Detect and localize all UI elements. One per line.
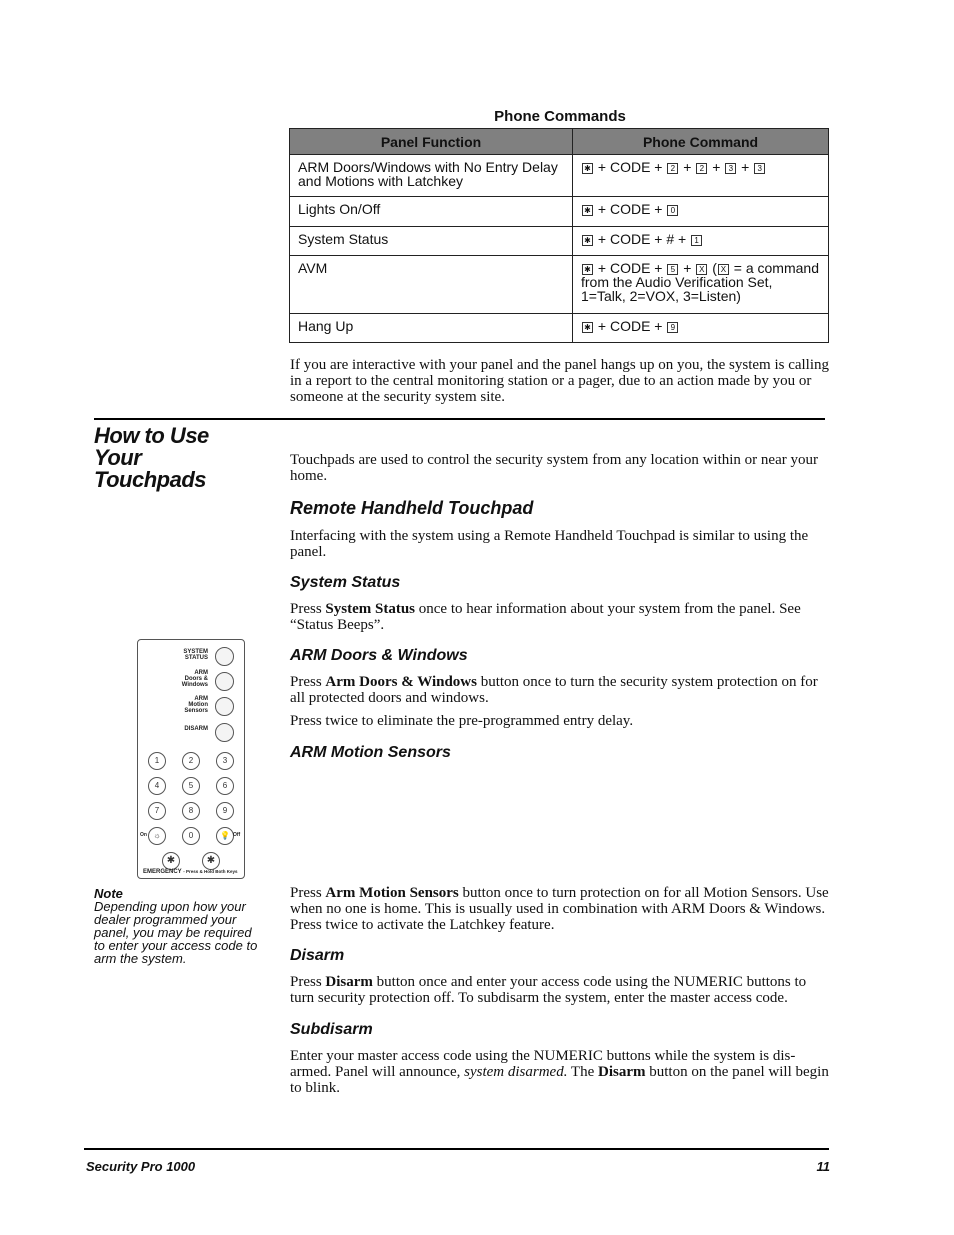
- table-row: [290, 256, 829, 314]
- footer-divider: [84, 1148, 829, 1150]
- keypad-key-icon: 3: [754, 163, 765, 174]
- heading-arm-motion: ARM Motion Sensors: [290, 744, 451, 761]
- section-title-line: How to Use: [94, 423, 209, 448]
- touchpad-system-status-button: [215, 647, 234, 666]
- section-divider: [94, 418, 825, 420]
- side-note: [94, 887, 264, 965]
- touchpad-numeric-key: 3: [216, 752, 234, 770]
- touchpad-numeric-key: 4: [148, 777, 166, 795]
- touchpad-numeric-key: 7: [148, 802, 166, 820]
- command-text: +: [679, 260, 696, 276]
- keypad-key-icon: 5: [667, 264, 678, 275]
- touchpad-numeric-key: 8: [182, 802, 200, 820]
- arm-doors-text: Press Arm Doors & Windows button once to turn the security system protection on for all protected doors and windows.: [290, 674, 818, 706]
- command-text: (: [708, 260, 717, 276]
- table-row: [290, 227, 829, 256]
- touchpad-numeric-key: 5: [182, 777, 200, 795]
- touchpad-emergency-key: ✱: [162, 852, 180, 870]
- keypad-key-icon: 1: [691, 235, 702, 246]
- command-text: + CODE + # +: [594, 231, 691, 247]
- heading-system-status: System Status: [290, 574, 401, 591]
- keypad-key-icon: 9: [667, 322, 678, 333]
- keypad-key-icon: ✱: [582, 205, 593, 216]
- touchpad-numeric-key: 9: [216, 802, 234, 820]
- touchpad-label-disarm: DISARM: [184, 726, 208, 732]
- keypad-key-icon: X: [718, 264, 729, 275]
- panel-function-cell: Hang Up: [290, 314, 573, 343]
- command-text: + CODE +: [594, 260, 667, 276]
- section-title: [94, 425, 284, 491]
- touchpad-numeric-key: ☼: [148, 827, 166, 845]
- panel-function-cell: System Status: [290, 227, 573, 256]
- column-header: Phone Command: [573, 129, 829, 155]
- hangup-note: If you are interactive with your panel and the panel hangs up on you, the system is calling in a report to the central monitoring station or a pager, due to an action made by you or someone at the security system site.: [290, 357, 830, 405]
- phone-command-cell: [573, 256, 829, 314]
- keypad-key-icon: ✱: [582, 264, 593, 275]
- section-title-line: Your: [94, 445, 142, 470]
- remote-text: Interfacing with the system using a Remote Handheld Touchpad is similar to using the panel.: [290, 528, 809, 560]
- phone-command-cell: [573, 197, 829, 227]
- phone-command-cell: [573, 155, 829, 197]
- subdisarm-text: Enter your master access code using the NUMERIC buttons while the system is dis-armed. Panel will announce, system disarmed. The Disarm button on the panel will begin to blink.: [290, 1048, 829, 1096]
- command-text: + CODE +: [594, 318, 667, 334]
- note-label: Note: [94, 886, 123, 901]
- panel-function-cell: AVM: [290, 256, 573, 314]
- keypad-key-icon: ✱: [582, 163, 593, 174]
- panel-function-cell: Lights On/Off: [290, 197, 573, 227]
- heading-subdisarm: Subdisarm: [290, 1021, 373, 1038]
- page-number: 11: [816, 1159, 830, 1174]
- phone-command-cell: [573, 314, 829, 343]
- command-text: +: [737, 159, 754, 175]
- touchpad-numeric-key: 2: [182, 752, 200, 770]
- command-text: + CODE +: [594, 159, 667, 175]
- touchpad-on-label: On: [140, 832, 147, 838]
- touchpad-numeric-key: 0: [182, 827, 200, 845]
- footer-title: Security Pro 1000: [86, 1159, 196, 1174]
- heading-disarm: Disarm: [290, 947, 345, 964]
- touchpad-disarm-button: [215, 723, 234, 742]
- keypad-key-icon: 0: [667, 205, 678, 216]
- heading-remote-touchpad: Remote Handheld Touchpad: [290, 498, 534, 518]
- touchpad-emergency-label: EMERGENCY - Press & Hold Both Keys: [143, 869, 238, 875]
- keypad-key-icon: 2: [667, 163, 678, 174]
- touchpad-arm-doors-button: [215, 672, 234, 691]
- touchpad-label-system-status: SYSTEM STATUS: [183, 649, 208, 661]
- table-header-row: [290, 129, 829, 155]
- touchpad-arm-motion-button: [215, 697, 234, 716]
- touchpad-emergency-key: ✱: [202, 852, 220, 870]
- touchpad-numeric-key: 1: [148, 752, 166, 770]
- heading-arm-doors: ARM Doors & Windows: [290, 647, 468, 664]
- section-intro: Touchpads are used to control the security system from any location within or near your home.: [290, 452, 818, 484]
- keypad-key-icon: X: [696, 264, 707, 275]
- arm-motion-text: Press Arm Motion Sensors button once to turn protection on for all Motion Sensors. Use when no one is home. This is usually used in combination with ARM Doors & Windows. Press twice to activate the Latchkey feature.: [290, 885, 829, 933]
- touchpad-label-arm-doors: ARM Doors & Windows: [181, 670, 208, 688]
- table-title: Phone Commands: [494, 108, 626, 125]
- command-text: + CODE +: [594, 201, 667, 217]
- touchpad-numeric-key: 💡: [216, 827, 234, 845]
- system-status-text: Press System Status once to hear information about your system from the panel. See “Status Beeps”.: [290, 601, 801, 633]
- arm-doors-text-2: Press twice to eliminate the pre-programmed entry delay.: [290, 713, 634, 729]
- command-text: +: [679, 159, 696, 175]
- panel-function-cell: ARM Doors/Windows with No Entry Delay and Motions with Latchkey: [290, 155, 573, 197]
- table-row: [290, 197, 829, 227]
- keypad-key-icon: 2: [696, 163, 707, 174]
- column-header: Panel Function: [290, 129, 573, 155]
- phone-command-cell: [573, 227, 829, 256]
- command-text: = a command from the Audio Verification Set, 1=Talk, 2=VOX, 3=Listen): [581, 260, 819, 304]
- phone-commands-table: [289, 128, 829, 343]
- table-row: [290, 314, 829, 343]
- table-row: [290, 155, 829, 197]
- touchpad-numeric-key: 6: [216, 777, 234, 795]
- touchpad-illustration: [137, 639, 245, 879]
- keypad-key-icon: 3: [725, 163, 736, 174]
- disarm-text: Press Disarm button once and enter your access code using the NUMERIC buttons to turn security protection off. To subdisarm the system, enter the master access code.: [290, 974, 807, 1006]
- keypad-key-icon: ✱: [582, 322, 593, 333]
- touchpad-label-arm-motion: ARM Motion Sensors: [184, 696, 208, 714]
- note-text: Depending upon how your dealer programmed your panel, you may be required to enter your access code to arm the system.: [94, 899, 258, 966]
- keypad-key-icon: ✱: [582, 235, 593, 246]
- command-text: +: [708, 159, 725, 175]
- section-title-line: Touchpads: [94, 467, 207, 492]
- touchpad-off-label: Off: [233, 832, 241, 838]
